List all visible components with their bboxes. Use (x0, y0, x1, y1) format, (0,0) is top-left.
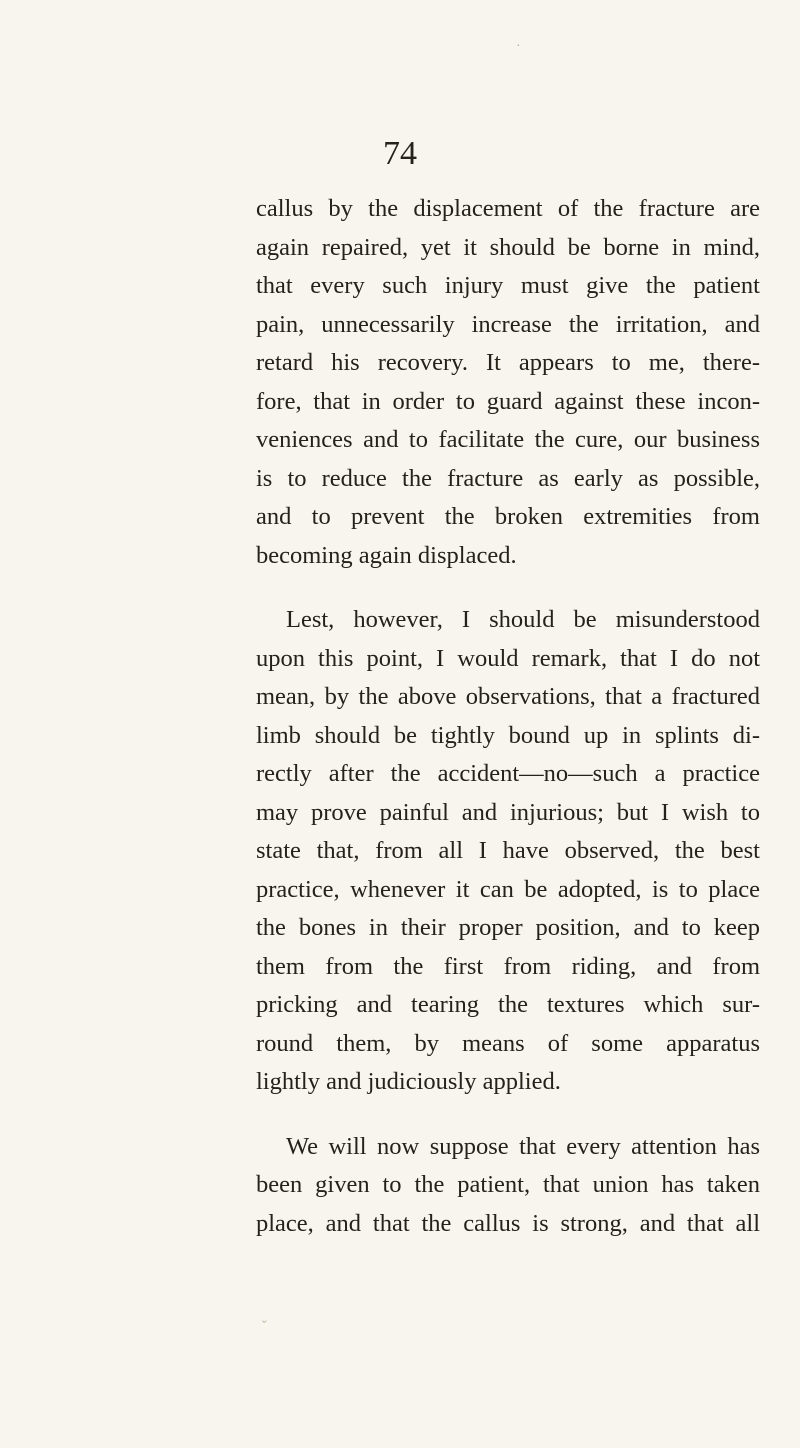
paragraph-gap (256, 575, 760, 601)
text-line: lightly and judiciously applied. (256, 1068, 561, 1095)
text-line: pain, unnecessarily increase the irritation, and (256, 310, 760, 338)
text-line: state that, from all I have observed, the best (256, 837, 760, 864)
text-line: place, and that the callus is strong, and that all (256, 1209, 760, 1237)
paper-mark-icon: ˇ (262, 1319, 267, 1334)
text-line: becoming again displaced. (256, 541, 517, 569)
text-line: them from the first from riding, and from (256, 952, 760, 980)
text-line: that every such injury must give the patient (256, 272, 760, 299)
paragraph-2 (256, 601, 760, 1102)
text-line: been given to the patient, that union has taken (256, 1171, 760, 1198)
text-line: upon this point, I would remark, that I do not (256, 644, 760, 672)
text-line: We will now suppose that every attention has (286, 1132, 760, 1160)
paragraph-3 (256, 1128, 760, 1244)
paragraph-gap (256, 1102, 760, 1128)
text-line: practice, whenever it can be adopted, is to place (256, 875, 760, 903)
text-line: round them, by means of some apparatus (256, 1029, 760, 1057)
text-line: again repaired, yet it should be borne in mind, (256, 233, 760, 261)
page-number: 74 (383, 135, 417, 172)
text-line: retard his recovery. It appears to me, there- (256, 349, 760, 376)
text-line: Lest, however, I should be misunderstood (286, 606, 760, 633)
body-text (256, 190, 760, 1243)
text-line: may prove painful and injurious; but I wish to (256, 798, 760, 826)
text-line: the bones in their proper position, and to keep (256, 914, 760, 941)
text-line: mean, by the above observations, that a fractured (256, 683, 760, 710)
text-line: is to reduce the fracture as early as possible, (256, 464, 760, 492)
text-line: veniences and to facilitate the cure, our business (256, 426, 760, 453)
text-line: and to prevent the broken extremities from (256, 503, 760, 530)
text-line: callus by the displacement of the fracture are (256, 195, 760, 222)
text-line: fore, that in order to guard against these incon- (256, 387, 760, 415)
text-line: rectly after the accident—no—such a practice (256, 760, 760, 787)
paper-speck-icon: · (516, 39, 521, 54)
text-line: pricking and tearing the textures which sur- (256, 991, 760, 1018)
paragraph-1 (256, 190, 760, 575)
text-line: limb should be tightly bound up in splints di- (256, 721, 760, 749)
